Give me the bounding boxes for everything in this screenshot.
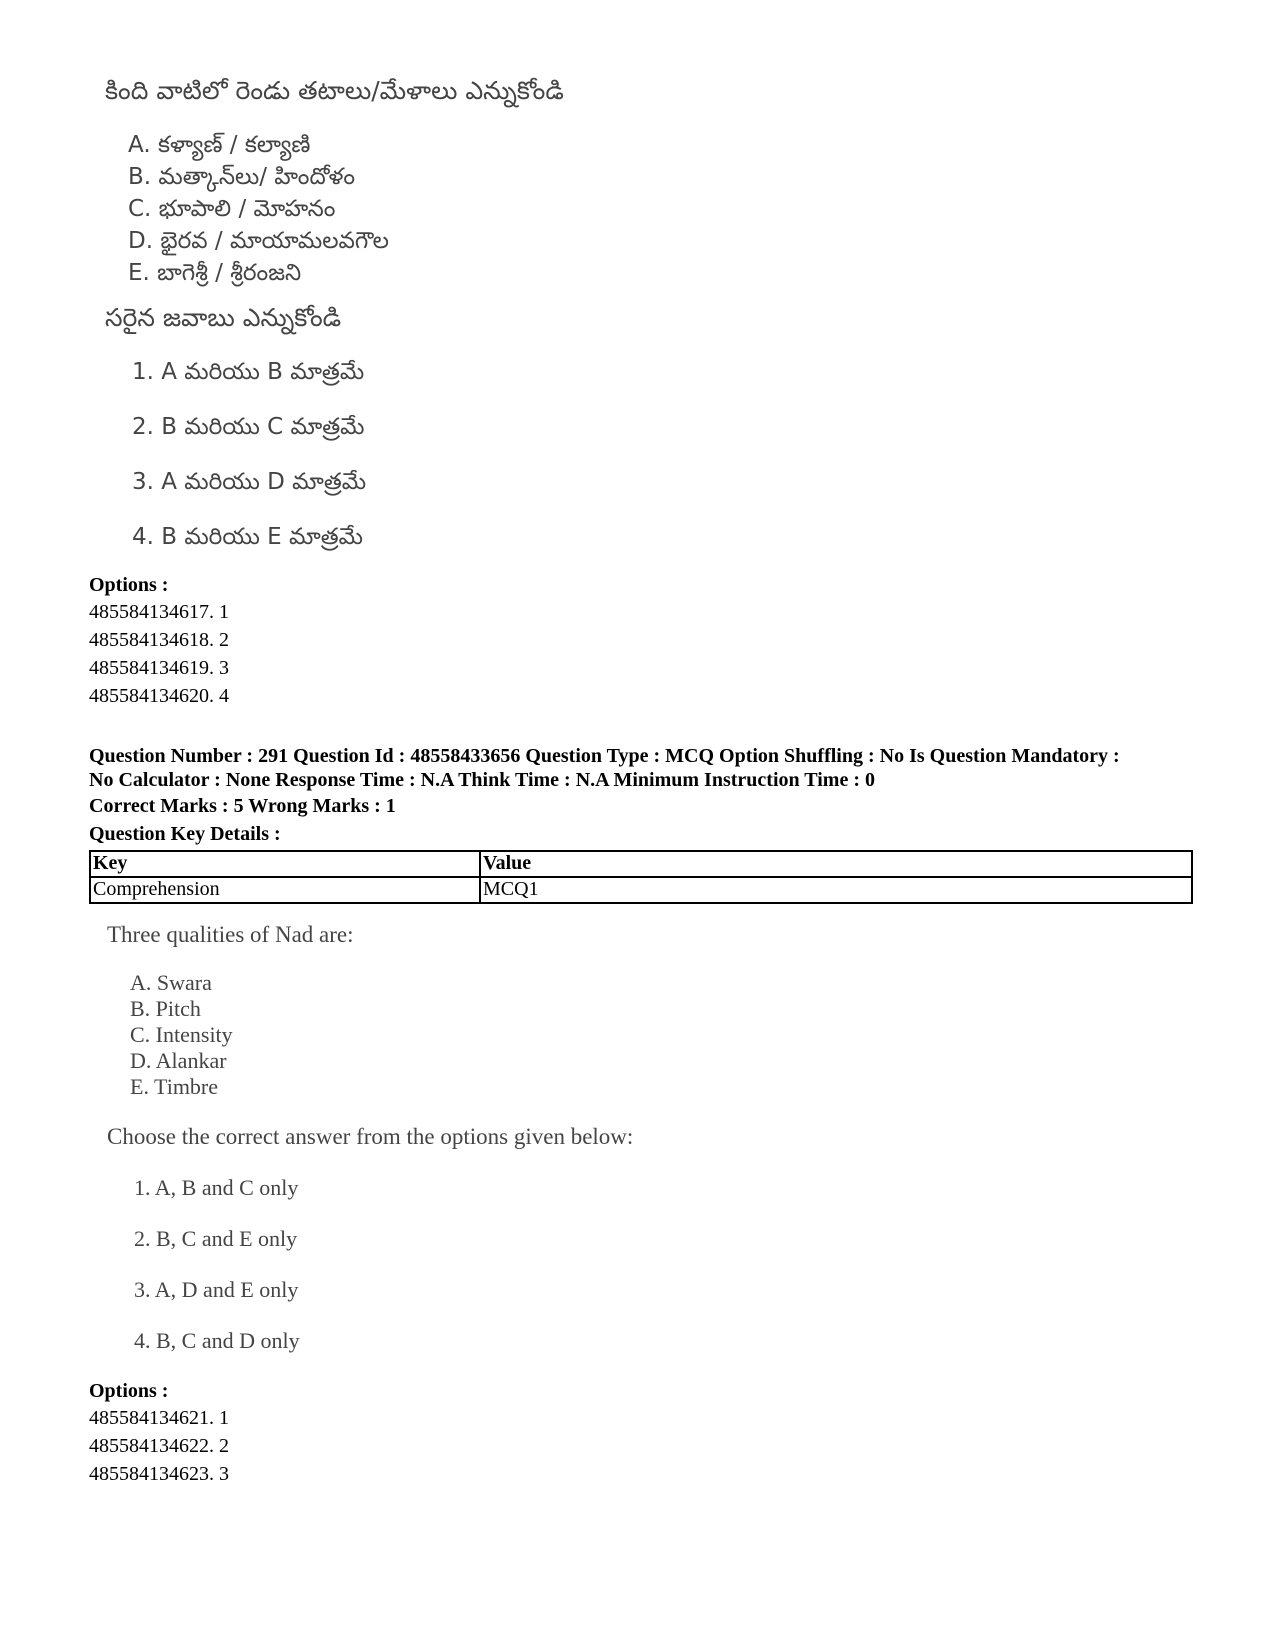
q1-options-list [89,598,229,710]
q2-marks: Correct Marks : 5 Wrong Marks : 1 [89,795,396,817]
q2-item: C. Intensity [130,1022,233,1047]
q2-stem: Three qualities of Nad are: [107,922,354,947]
q2-answer: 4. B, C and D only [134,1328,300,1353]
q1-answer: 2. B మరియు C మాత్రమే [132,414,365,440]
q1-answer: 4. B మరియు E మాత్రమే [132,524,363,550]
q1-stem: కింది వాటిలో రెండు తటాలు/మేళాలు ఎన్నుకోండి [105,76,564,105]
table-header-row [90,851,1192,877]
q2-options-label: Options : [89,1380,169,1402]
q2-option: 485584134621. 1 [89,1407,229,1429]
q1-item: B. మత్కాన్‌లు/ హిందోళం [128,164,356,190]
q1-item: E. బాగెశ్రీ / శ్రీరంజని [128,260,302,286]
q1-option: 485584134620. 4 [89,685,229,707]
q1-options-label: Options : [89,574,169,596]
q1-option: 485584134617. 1 [89,601,229,623]
q2-item: E. Timbre [130,1074,219,1099]
table-row [90,877,1192,903]
q2-option: 485584134622. 2 [89,1435,229,1457]
q2-answer: 2. B, C and E only [134,1226,298,1251]
q2-item: D. Alankar [130,1048,227,1073]
q2-answer: 3. A, D and E only [134,1277,299,1302]
q1-item: A. కళ్యాణ్ / కల్యాణి [128,132,311,158]
q1-answer: 1. A మరియు B మాత్రమే [132,359,365,385]
table-header-value: Value [480,851,1192,877]
q1-item: D. భైరవ / మాయామలవగౌల [128,228,389,254]
q1-items-list [128,129,389,289]
q2-item: A. Swara [130,970,212,995]
q2-item: B. Pitch [130,996,201,1021]
q1-option: 485584134618. 2 [89,629,229,651]
q2-key-details-label: Question Key Details : [89,823,281,845]
q2-answer: 1. A, B and C only [134,1175,299,1200]
q1-item: C. భూపాలి / మోహనం [128,196,336,222]
q1-answer: 3. A మరియు D మాత్రమే [132,469,367,495]
q2-meta-line2: No Calculator : None Response Time : N.A Think Time : N.A Minimum Instruction Time : 0 [89,769,875,791]
q2-options-list [89,1404,229,1488]
q2-items-list [130,970,233,1100]
q2-key-table [89,850,1193,904]
q2-meta [89,744,1239,792]
q1-option: 485584134619. 3 [89,657,229,679]
q2-meta-line1: Question Number : 291 Question Id : 48558433656 Question Type : MCQ Option Shuffling : No Is Question Mandatory : [89,745,1120,767]
q1-choose-label: సరైన జవాబు ఎన్నుకోండి [105,303,342,332]
table-cell-key: Comprehension [90,877,480,903]
q2-option: 485584134623. 3 [89,1463,229,1485]
q2-choose-label: Choose the correct answer from the options given below: [107,1124,634,1149]
table-header-key: Key [90,851,480,877]
table-cell-value: MCQ1 [480,877,1192,903]
